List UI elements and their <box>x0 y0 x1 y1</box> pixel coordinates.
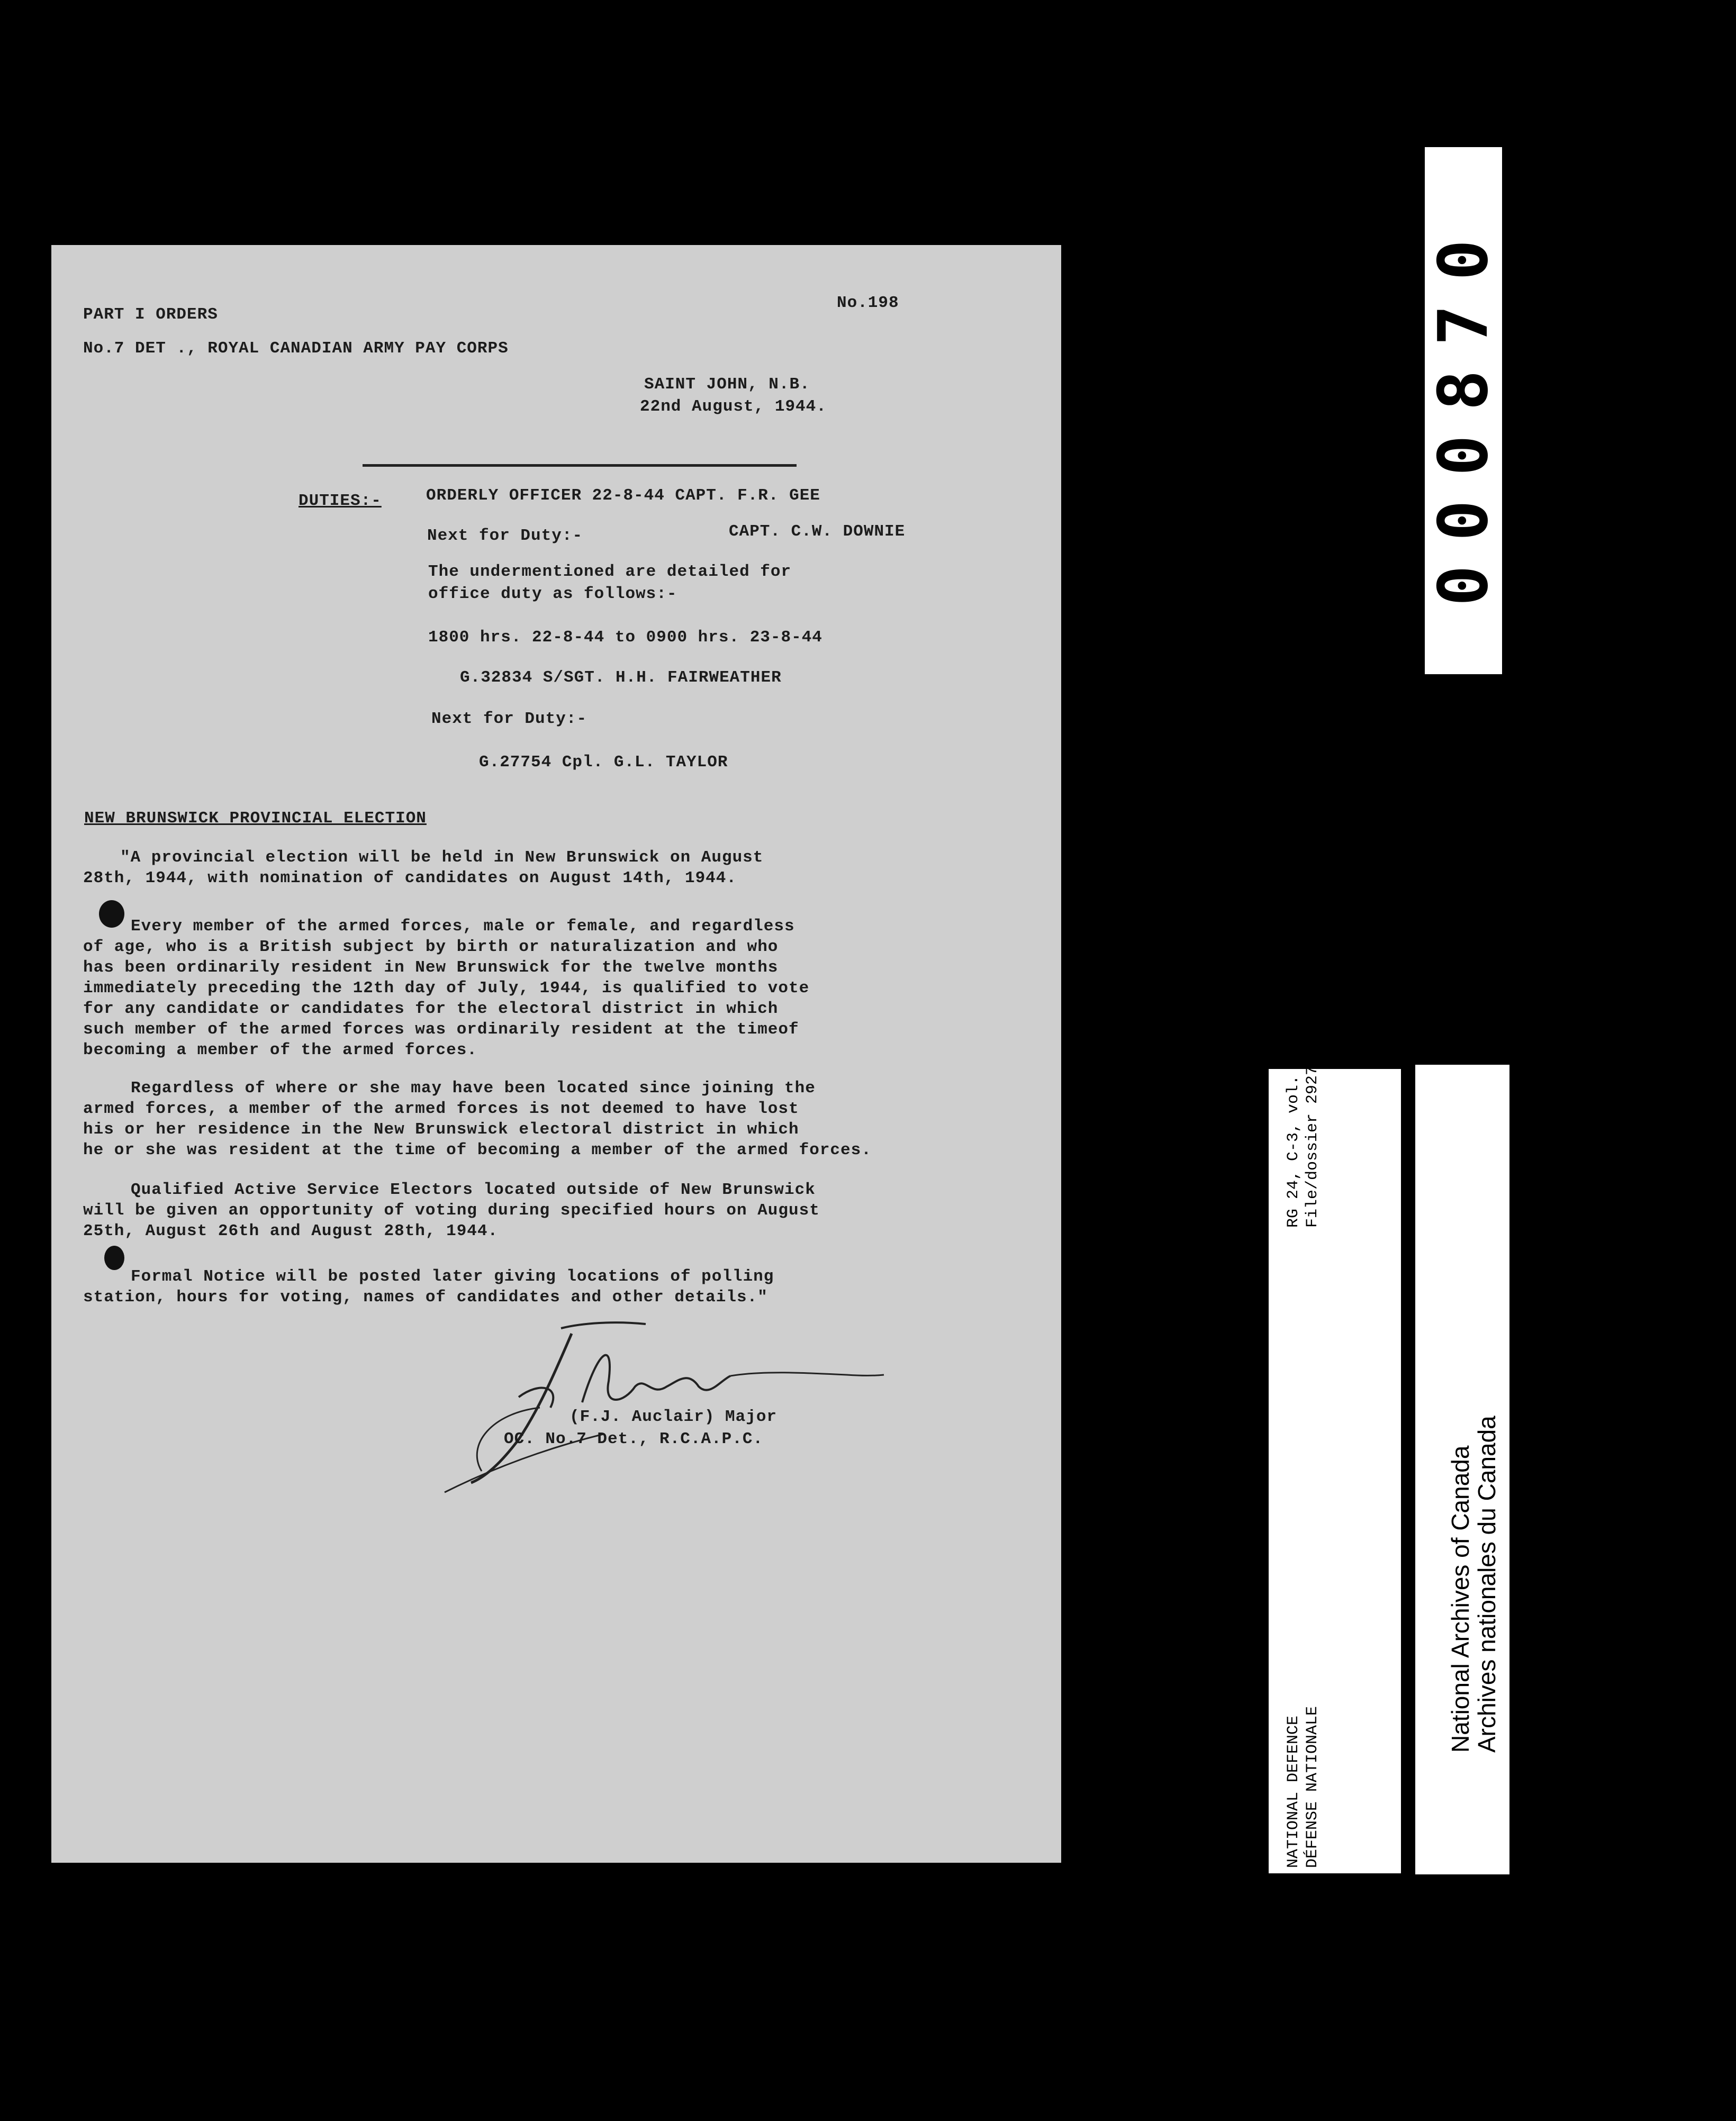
duties-heading: DUTIES:- <box>299 492 382 510</box>
para2-line: becoming a member of the armed forces. <box>83 1041 477 1059</box>
election-heading: NEW BRUNSWICK PROVINCIAL ELECTION <box>84 809 427 828</box>
reference-line-2: File/dossier 2927/A&Q <box>1304 1027 1322 1228</box>
order-number: No.198 <box>837 294 899 312</box>
para3-line: he or she was resident at the time of becoming a member of the armed forces. <box>83 1141 872 1159</box>
para4-line: will be given an opportunity of voting during specified hours on August <box>83 1201 820 1220</box>
part-one-orders-header: PART I ORDERS <box>83 305 218 324</box>
archive-reference-label <box>1269 1018 1401 1873</box>
department-line-1: NATIONAL DEFENCE <box>1285 1715 1303 1868</box>
para2-line: for any candidate or candidates for the electoral district in which <box>83 1000 779 1018</box>
undermentioned-line-2: office duty as follows:- <box>428 585 677 603</box>
para4-line: 25th, August 26th and August 28th, 1944. <box>83 1222 499 1240</box>
document-page <box>51 245 1061 1863</box>
next-duty-person: G.27754 Cpl. G.L. TAYLOR <box>479 753 728 772</box>
punch-hole-lower <box>104 1246 124 1270</box>
location: SAINT JOHN, N.B. <box>644 375 810 394</box>
next-for-duty-label-2: Next for Duty:- <box>431 710 587 728</box>
archives-name-en: National Archives of Canada <box>1446 1445 1474 1753</box>
para2-line: has been ordinarily resident in New Brunswick for the twelve months <box>83 958 779 977</box>
order-date: 22nd August, 1944. <box>640 397 827 416</box>
archives-canada-label <box>1415 1065 1509 1874</box>
duty-person: G.32834 S/SGT. H.H. FAIRWEATHER <box>460 668 782 687</box>
para3-line: armed forces, a member of the armed forces is not deemed to have lost <box>83 1100 799 1118</box>
reference-line-1: RG 24, C-3, vol. 13999 <box>1285 1018 1303 1228</box>
para4-line: Qualified Active Service Electors located outside of New Brunswick <box>131 1181 816 1199</box>
para2-line: of age, who is a British subject by birth or naturalization and who <box>83 938 779 956</box>
punch-hole-upper <box>99 900 124 928</box>
reel-number: 000870 <box>1424 215 1503 606</box>
archives-name-fr: Archives nationales du Canada <box>1473 1416 1500 1753</box>
para2-line: immediately preceding the 12th day of July, 1944, is qualified to vote <box>83 979 810 998</box>
para2-line: Every member of the armed forces, male or female, and regardless <box>131 917 795 936</box>
duty-hours: 1800 hrs. 22-8-44 to 0900 hrs. 23-8-44 <box>428 628 822 647</box>
para1-line: 28th, 1944, with nomination of candidates on August 14th, 1944. <box>83 869 737 887</box>
para2-line: such member of the armed forces was ordinarily resident at the timeof <box>83 1020 799 1039</box>
signatory-title: OC. No.7 Det., R.C.A.P.C. <box>504 1430 764 1448</box>
para3-line: his or her residence in the New Brunswick electoral district in which <box>83 1120 799 1139</box>
para5-line: station, hours for voting, names of candidates and other details." <box>83 1288 768 1307</box>
orderly-officer-line: ORDERLY OFFICER 22-8-44 CAPT. F.R. GEE <box>426 486 820 505</box>
reel-number-card <box>1425 147 1502 674</box>
para1-line: "A provincial election will be held in New Brunswick on August <box>120 848 764 867</box>
header-divider <box>363 464 797 467</box>
para3-line: Regardless of where or she may have been located since joining the <box>131 1079 816 1098</box>
department-line-2: DÉFENSE NATIONALE <box>1304 1706 1322 1868</box>
para5-line: Formal Notice will be posted later giving locations of polling <box>131 1267 774 1286</box>
next-for-duty-label: Next for Duty:- <box>427 527 583 545</box>
signatory-name: (F.J. Auclair) Major <box>569 1408 777 1426</box>
unit-name: No.7 DET ., ROYAL CANADIAN ARMY PAY CORPS <box>83 339 509 358</box>
next-for-duty-officer: CAPT. C.W. DOWNIE <box>729 522 906 541</box>
undermentioned-line-1: The undermentioned are detailed for <box>428 563 792 581</box>
